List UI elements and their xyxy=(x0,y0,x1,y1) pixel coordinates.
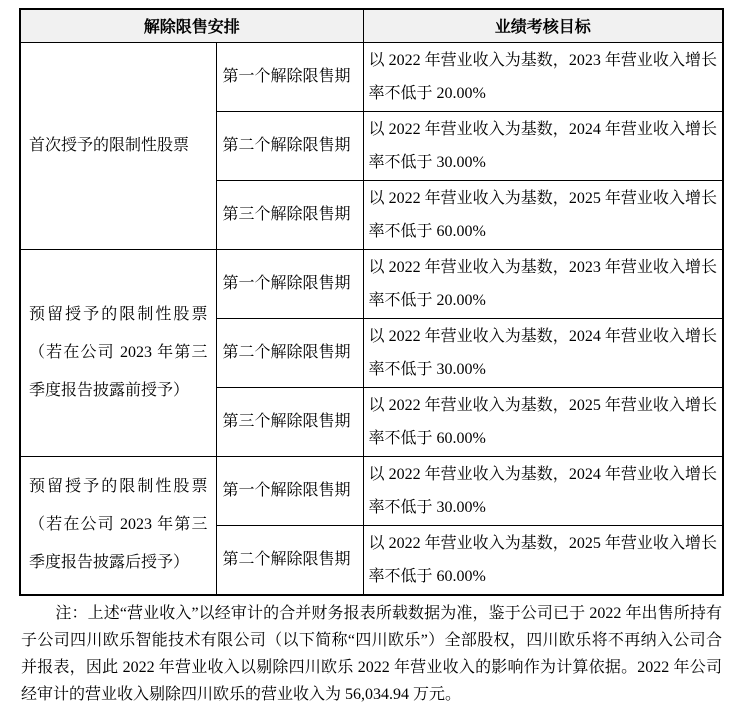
note-paragraph: 注：上述“营业收入”以经审计的合并财务报表所载数据为准，鉴于公司已于 2022 年出售所持有子公司四川欧乐智能技术有限公司（以下简称“四川欧乐”）全部股权，四川欧乐将不再纳入公司合并报表，因此 2022 年营业收入以剔除四川欧乐 2022 年营业收入的影响作为计算依据。2022 年公司经审计的营业收入剔除四川欧乐的营业收入为 56,034.94 万元。 xyxy=(21,604,722,703)
table-row xyxy=(20,456,723,525)
target-cell: 以 2022 年营业收入为基数，2025 年营业收入增长率不低于 60.00% xyxy=(363,180,723,249)
target-cell: 以 2022 年营业收入为基数，2024 年营业收入增长率不低于 30.00% xyxy=(363,456,723,525)
period-cell: 第三个解除限售期 xyxy=(216,387,363,456)
table-header-row xyxy=(20,9,723,42)
header-cell-target: 业绩考核目标 xyxy=(363,9,723,42)
target-cell: 以 2022 年营业收入为基数，2025 年营业收入增长率不低于 60.00% xyxy=(363,525,723,595)
table-row xyxy=(20,249,723,318)
target-cell: 以 2022 年营业收入为基数，2023 年营业收入增长率不低于 20.00% xyxy=(363,249,723,318)
period-cell: 第二个解除限售期 xyxy=(216,318,363,387)
table-row xyxy=(20,42,723,111)
document-page xyxy=(0,8,731,717)
period-cell: 第二个解除限售期 xyxy=(216,525,363,595)
target-cell: 以 2022 年营业收入为基数，2023 年营业收入增长率不低于 20.00% xyxy=(363,42,723,111)
group-label-cell: 首次授予的限制性股票 xyxy=(20,42,216,249)
group-label-cell: 预留授予的限制性股票（若在公司 2023 年第三季度报告披露前授予） xyxy=(20,249,216,456)
period-cell: 第一个解除限售期 xyxy=(216,42,363,111)
period-cell: 第一个解除限售期 xyxy=(216,249,363,318)
period-cell: 第二个解除限售期 xyxy=(216,111,363,180)
group-label-cell: 预留授予的限制性股票（若在公司 2023 年第三季度报告披露后授予） xyxy=(20,456,216,595)
header-cell-arrangement: 解除限售安排 xyxy=(20,9,363,42)
target-cell: 以 2022 年营业收入为基数，2025 年营业收入增长率不低于 60.00% xyxy=(363,387,723,456)
vesting-schedule-table xyxy=(19,8,724,596)
period-cell: 第一个解除限售期 xyxy=(216,456,363,525)
target-cell: 以 2022 年营业收入为基数，2024 年营业收入增长率不低于 30.00% xyxy=(363,111,723,180)
target-cell: 以 2022 年营业收入为基数，2024 年营业收入增长率不低于 30.00% xyxy=(363,318,723,387)
period-cell: 第三个解除限售期 xyxy=(216,180,363,249)
